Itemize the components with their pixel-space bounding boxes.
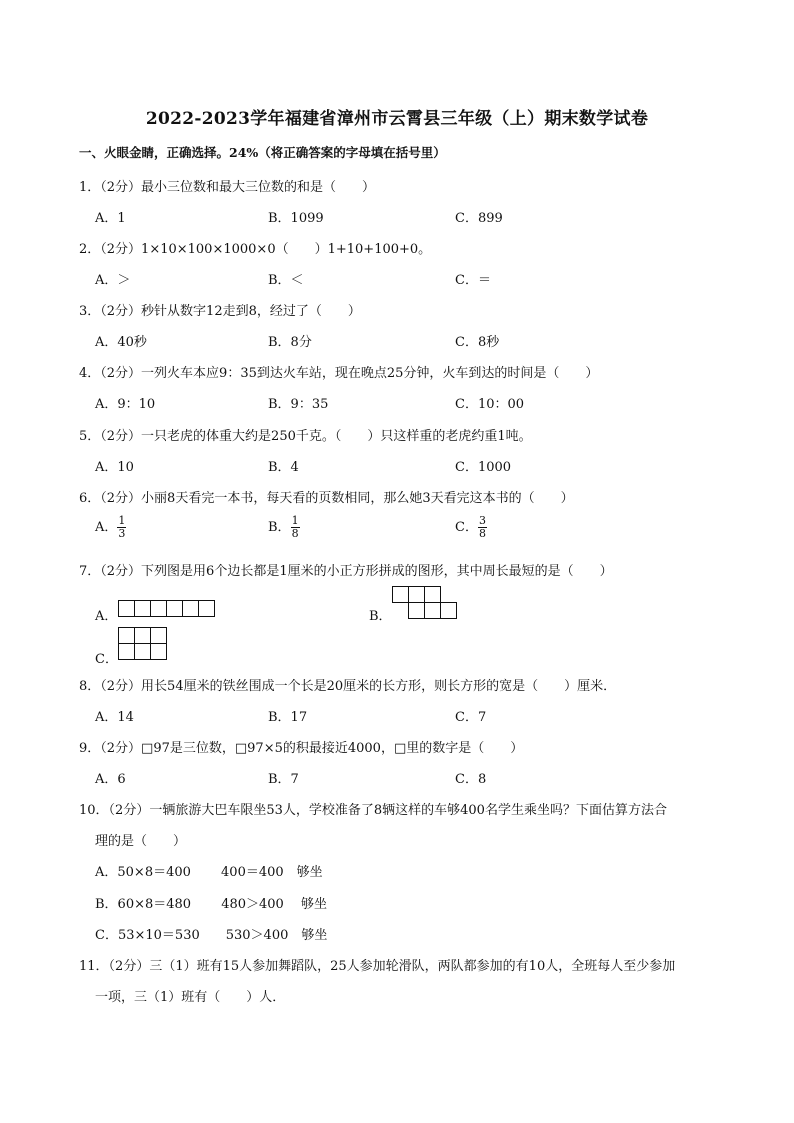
- q4-option-b: B．9：35: [268, 397, 329, 412]
- q6-option-c-label: C．: [455, 520, 478, 535]
- shape-row-1x6-figure: [118, 600, 218, 618]
- question-8: 8．（2分）用长54厘米的铁丝围成一个长是20厘米的长方形，则长方形的宽是（ ）厘米．: [79, 679, 617, 694]
- q5-option-c: C．1000: [455, 460, 512, 475]
- q9-option-c: C．8: [455, 772, 487, 787]
- fraction-numerator: 3: [478, 514, 486, 527]
- q1-option-a: A．1: [95, 211, 126, 226]
- q9-option-a: A．6: [95, 772, 126, 787]
- q1-option-b: B．1099: [268, 211, 324, 226]
- question-11: 11．（2分）三（1）班有15人参加舞蹈队，25人参加轮滑队，两队都参加的有10人，全班每人至少参加: [79, 959, 676, 974]
- q6-option-a-label: A．: [95, 520, 118, 535]
- q6-option-a: [95, 515, 126, 540]
- question-1: 1．（2分）最小三位数和最大三位数的和是（ ）: [79, 180, 376, 195]
- fraction: [117, 515, 126, 540]
- question-11-continued: 一项，三（1）班有（ ）人．: [95, 990, 286, 1005]
- q8-option-b: B．17: [268, 710, 308, 725]
- question-6: 6．（2分）小丽8天看完一本书，每天看的页数相同，那么她3天看完这本书的（ ）: [79, 491, 574, 506]
- q4-option-a: A．9：10: [95, 397, 156, 412]
- q7-option-b: B．: [369, 609, 392, 624]
- q3-option-b: B．8分: [268, 335, 312, 350]
- q2-option-a: A．＞: [95, 273, 131, 288]
- q3-option-c: C．8秒: [455, 335, 500, 350]
- q10-option-c: C．53×10＝530 530＞400 够坐: [95, 928, 328, 943]
- q2-option-b: B．＜: [268, 273, 304, 288]
- q10-option-b: B．60×8＝480 480＞400 够坐: [95, 897, 327, 912]
- fraction-numerator: 1: [291, 514, 299, 527]
- question-7: 7．（2分）下列图是用6个边长都是1厘米的小正方形拼成的图形，其中周长最短的是（ ）: [79, 564, 613, 579]
- shape-stepped-figure: [392, 586, 462, 620]
- fraction: [478, 515, 487, 540]
- question-10-continued: 理的是（ ）: [95, 834, 187, 849]
- page-title: 2022-2023学年福建省漳州市云霄县三年级（上）期末数学试卷: [145, 109, 649, 129]
- q6-option-c: [455, 515, 487, 540]
- q6-option-b: [268, 515, 300, 540]
- fraction-denominator: 8: [478, 527, 486, 540]
- question-3: 3．（2分）秒针从数字12走到8，经过了（ ）: [79, 304, 361, 319]
- question-10: 10．（2分）一辆旅游大巴车限坐53人，学校准备了8辆这样的车够400名学生乘坐吗？下面估算方法合: [79, 803, 667, 818]
- fraction: [291, 515, 300, 540]
- q7-option-c: C．: [95, 652, 118, 667]
- question-9: 9．（2分）□97是三位数，□97×5的积最接近4000，□里的数字是（ ）: [79, 741, 524, 756]
- question-5: 5．（2分）一只老虎的体重大约是250千克。（ ）只这样重的老虎约重1吨。: [79, 429, 532, 444]
- shape-grid-2x3-figure: [118, 627, 170, 663]
- fraction-numerator: 1: [118, 514, 126, 527]
- question-2: 2．（2分）1×10×100×1000×0（ ）1+10+100+0。: [79, 242, 432, 257]
- q10-option-a: A．50×8＝400 400＝400 够坐: [95, 865, 323, 880]
- q6-option-b-label: B．: [268, 520, 291, 535]
- fraction-denominator: 8: [291, 527, 299, 540]
- section-heading: 一、火眼金睛，正确选择。24%（将正确答案的字母填在括号里）: [79, 145, 446, 160]
- q7-option-a: A．: [95, 609, 118, 624]
- question-4: 4．（2分）一列火车本应9：35到达火车站，现在晚点25分钟，火车到达的时间是（ ）: [79, 366, 599, 381]
- q8-option-c: C．7: [455, 710, 487, 725]
- q2-option-c: C．＝: [455, 273, 491, 288]
- q8-option-a: A．14: [95, 710, 134, 725]
- q5-option-a: A．10: [95, 460, 134, 475]
- q3-option-a: A．40秒: [95, 335, 147, 350]
- q1-option-c: C．899: [455, 211, 503, 226]
- q4-option-c: C．10：00: [455, 397, 525, 412]
- fraction-denominator: 3: [118, 527, 126, 540]
- q5-option-b: B．4: [268, 460, 299, 475]
- q9-option-b: B．7: [268, 772, 299, 787]
